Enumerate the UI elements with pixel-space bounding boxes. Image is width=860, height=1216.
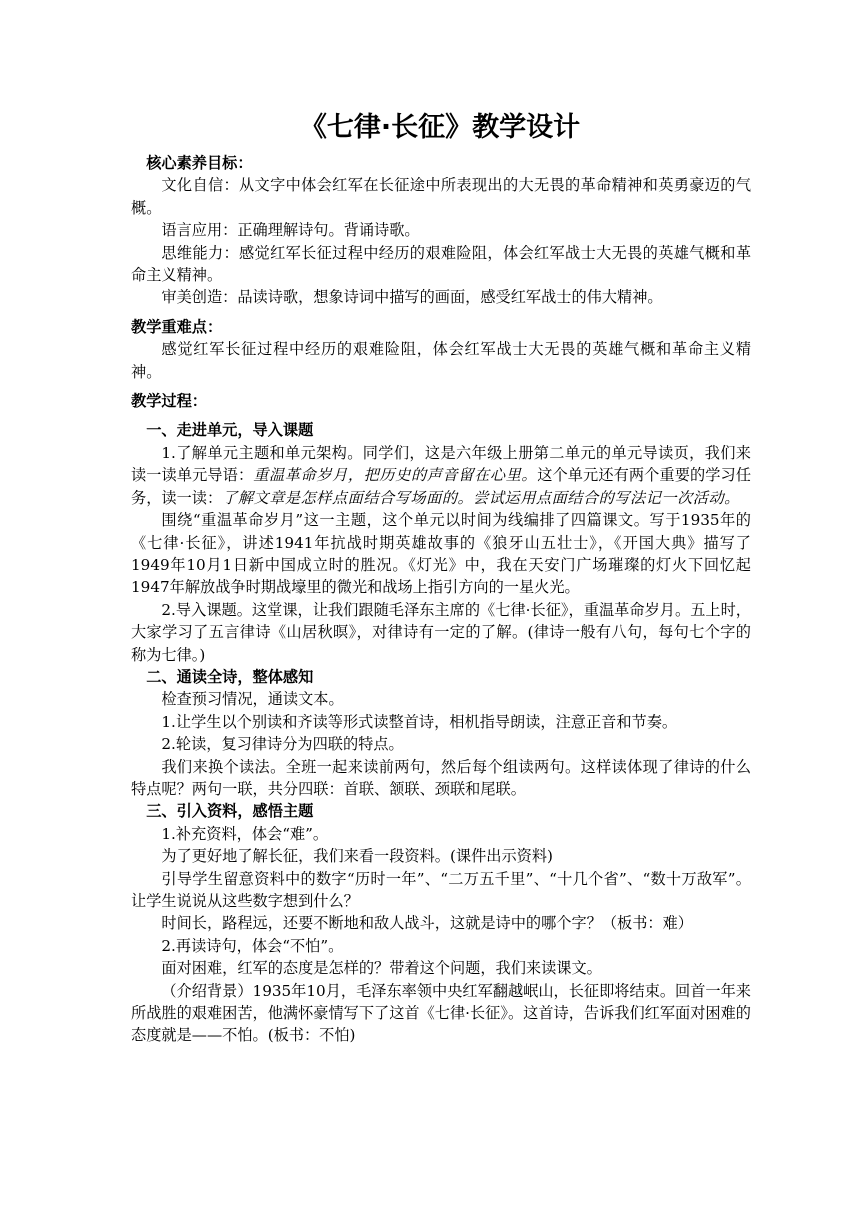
paragraph: 围绕“重温革命岁月”这一主题，这个单元以时间为线编排了四篇课文。写于1935年的《七律·长征》，讲述1941年抗战时期英雄故事的《狼牙山五壮士》，《开国大典》描写了1949年10月1日新中国成立时的胜况。《灯光》中，我在天安门广场璀璨的灯火下回忆起1947年解放战争时期战壕里的微光和战场上指引方向的一星火光。 bbox=[131, 511, 751, 597]
paragraph: 1.补充资料，体会“难”。 bbox=[161, 824, 329, 843]
paragraph: 引导学生留意资料中的数字“历时一年”、“二万五千里”、“十几个省”、“数十万敌军”。让学生说说从这些数字想到什么？ bbox=[131, 869, 751, 910]
paragraph-text: 这个单元还有两个重要的学习任务，读一读： bbox=[131, 466, 752, 507]
document-title: 《七律·长征》教学设计 bbox=[299, 112, 581, 143]
section-heading: 三、引入资料，感悟主题 bbox=[146, 802, 314, 821]
core-goal-item: 审美创造：品读诗歌，想象诗词中描写的画面，感受红军战士的伟大精神。 bbox=[161, 288, 663, 307]
paragraph: 时间长，路程远，还要不断地和敌人战斗，这就是诗中的哪个字？（板书：难） bbox=[161, 914, 693, 933]
paragraph: 我们来换个读法。全班一起来读前两句，然后每个组读两句。这样读体现了律诗的什么特点呢？两句一联，共分四联：首联、颔联、颈联和尾联。 bbox=[131, 757, 751, 798]
core-goal-item: 语言应用：正确理解诗句。背诵诗歌。 bbox=[161, 221, 420, 240]
paragraph: 检查预习情况，通读文本。 bbox=[161, 690, 344, 709]
key-points-heading: 教学重难点： bbox=[131, 317, 223, 336]
unit-task-quote: 了解文章是怎样点面结合写场面的。尝试运用点面结合的写法记一次活动。 bbox=[222, 488, 740, 507]
key-points-text: 感觉红军长征过程中经历的艰难险阻，体会红军战士大无畏的英雄气概和革命主义精神。 bbox=[131, 340, 751, 381]
paragraph: 2.轮读，复习律诗分为四联的特点。 bbox=[161, 735, 404, 754]
core-goal-item: 文化自信：从文字中体会红军在长征途中所表现出的大无畏的革命精神和英勇豪迈的气概。 bbox=[131, 176, 751, 217]
paragraph bbox=[131, 442, 751, 509]
core-goal-item: 思维能力：感觉红军长征过程中经历的艰难险阻，体会红军战士大无畏的英雄气概和革命主义精神。 bbox=[131, 243, 751, 285]
paragraph: 2.再读诗句，体会“不怕”。 bbox=[161, 936, 344, 955]
paragraph-text: 1.了解单元主题和单元架构。同学们，这是六年级上册第二单元的单元导读页，我们来读一读单元导语： bbox=[131, 443, 751, 485]
paragraph: （介绍背景）1935年10月，毛泽东率领中央红军翻越岷山，长征即将结束。回首一年来所战胜的艰难困苦，他满怀豪情写下了这首《七律·长征》。这首诗，告诉我们红军面对困难的态度就是——不怕。(板书：不怕) bbox=[131, 981, 751, 1045]
unit-intro-quote: 重温革命岁月，把历史的声音留在心里。 bbox=[253, 466, 538, 485]
paragraph: 2.导入课题。这堂课，让我们跟随毛泽东主席的《七律·长征》，重温革命岁月。五上时，大家学习了五言律诗《山居秋暝》，对律诗有一定的了解。(律诗一般有八句，每句七个字的称为七律。) bbox=[131, 600, 751, 664]
section-heading: 二、通读全诗，整体感知 bbox=[146, 667, 314, 686]
paragraph: 面对困难，红军的态度是怎样的？带着这个问题，我们来读课文。 bbox=[161, 959, 602, 978]
document-body bbox=[131, 152, 751, 1047]
core-goals-heading: 核心素养目标： bbox=[146, 154, 253, 172]
section-heading: 一、走进单元，导入课题 bbox=[146, 421, 314, 440]
process-heading: 教学过程： bbox=[131, 392, 207, 411]
paragraph: 为了更好地了解长征，我们来看一段资料。(课件出示资料) bbox=[161, 847, 553, 866]
paragraph: 1.让学生以个别读和齐读等形式读整首诗，相机指导朗读，注意正音和节奏。 bbox=[161, 712, 678, 731]
